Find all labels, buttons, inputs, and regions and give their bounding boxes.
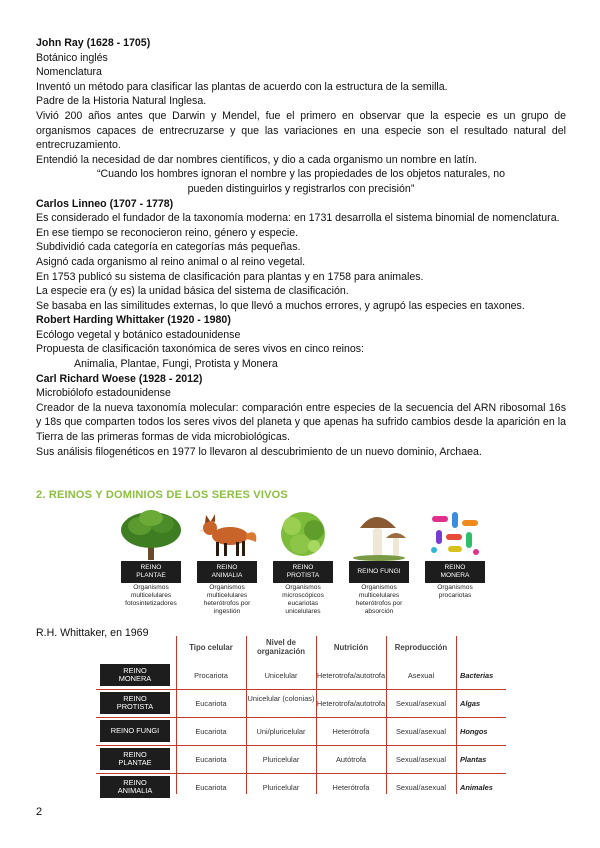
table-header: Tipo celular	[189, 643, 233, 652]
bio-line: Microbiólofo estadounidense	[36, 387, 171, 400]
table-cell: Procariota	[194, 671, 228, 680]
text-body	[36, 36, 566, 459]
bio-line: Botánico inglés	[36, 51, 108, 64]
bio-line: Creador de la nueva taxonomía molecular: comparación entre especies de la secuencia del ARN ribosomal 16s y 18s que comparten todos los seres vivos del planeta y que apenas ha sufrido cambios desde la aparición en la Tierra de las primeras formas de vida microbiológicas.	[36, 401, 566, 444]
table-cell: Heterótrofa	[332, 727, 370, 736]
table-header: Nivel de organización	[256, 638, 306, 656]
tree-picture	[118, 506, 184, 562]
table-cell: Sexual/asexual	[395, 783, 447, 792]
table-cell: Heterotrofa/autotrofa	[316, 699, 386, 708]
table-cell: Eucariota	[195, 699, 227, 708]
bio-line: Subdividió cada categoría en categorías más pequeñas.	[36, 241, 301, 254]
table-header: Reproducción	[394, 643, 448, 652]
table-row-line	[96, 689, 506, 690]
kingdom-card	[270, 506, 336, 615]
bio-line: Nomenclatura	[36, 66, 102, 79]
bio-heading: John Ray (1628 - 1705)	[36, 37, 151, 49]
table-caption: R.H. Whittaker, en 1969	[36, 627, 149, 639]
kingdoms-figure	[118, 506, 498, 616]
bio-line: En ese tiempo se reconocieron reino, género y especie.	[36, 226, 299, 239]
bio-line: “Cuando los hombres ignoran el nombre y las propiedades de los objetos naturales, no pueden distinguirlos y registrarlos con precisión”	[96, 168, 506, 195]
table-header: Nutrición	[333, 643, 369, 652]
table-cell: Autótrofa	[336, 755, 366, 764]
bio-line: La especie era (y es) la unidad básica del sistema de clasificación.	[36, 285, 349, 298]
section-title: 2. REINOS Y DOMINIOS DE LOS SERES VIVOS	[36, 489, 288, 501]
bio-line: Padre de la Historia Natural Inglesa.	[36, 95, 207, 108]
bio-line: Inventó un método para clasificar las plantas de acuerdo con la estructura de la semilla.	[36, 80, 448, 93]
kingdom-card	[194, 506, 260, 615]
bio-line: Se basaba en las similitudes externas, lo que llevó a muchos errores, y agrupó las especies en taxones.	[36, 299, 525, 312]
table-cell: Eucariota	[195, 755, 227, 764]
row-example: Bacterias	[460, 671, 494, 680]
row-example: Plantas	[460, 755, 487, 764]
table-cell: Unicelular (colonias)	[247, 694, 315, 703]
kingdom-card	[346, 506, 412, 615]
alga-picture	[270, 506, 336, 562]
table-cell: Pluricelular	[262, 783, 300, 792]
row-label: REINO ANIMALIA	[100, 776, 170, 798]
bio-line: Asignó cada organismo al reino animal o al reino vegetal.	[36, 255, 306, 268]
table-cell: Pluricelular	[262, 755, 300, 764]
table-cell: Heterotrofa/autotrofa	[316, 671, 386, 680]
table-row-line	[96, 773, 506, 774]
kingdom-card	[118, 506, 184, 610]
kingdom-label: REINO PROTISTA	[273, 561, 333, 583]
bio-line: Propuesta de clasificación taxonómica de seres vivos en cinco reinos:	[36, 343, 364, 356]
table-cell: Unicelular	[264, 671, 298, 680]
classification-table	[96, 636, 506, 798]
mushroom-picture	[346, 506, 412, 562]
table-cell: Eucariota	[195, 727, 227, 736]
kingdom-description: Organismos multicelulares heterótrofos por absorción	[355, 584, 403, 615]
row-label: REINO FUNGI	[100, 720, 170, 742]
kingdom-label: REINO ANIMALIA	[197, 561, 257, 583]
table-row-line	[96, 717, 506, 718]
table-cell: Heterótrofa	[332, 783, 370, 792]
row-example: Algas	[460, 699, 481, 708]
row-label: REINO MONERA	[100, 664, 170, 686]
row-example: Animales	[460, 783, 493, 792]
bio-heading: Robert Harding Whittaker (1920 - 1980)	[36, 314, 231, 327]
page-number: 2	[36, 806, 43, 818]
bio-line: Vivió 200 años antes que Darwin y Mendel, fue el primero en observar que la especie es un grupo de organismos capaces de entrecruzarse y que las variaciones en una especie son el resultado natural del entrecruzamiento.	[36, 109, 566, 152]
bio-line: Sus análisis filogenéticos en 1977 lo llevaron al descubrimiento de un nuevo dominio, Archaea.	[36, 445, 482, 458]
bio-heading: Carl Richard Woese (1928 - 2012)	[36, 372, 203, 385]
kingdom-description: Organismos microscópicos eucariotas unicelulares	[282, 584, 324, 615]
bio-line: Ecólogo vegetal y botánico estadounidense	[36, 328, 241, 341]
table-cell: Sexual/asexual	[395, 727, 447, 736]
fox-picture	[194, 506, 260, 562]
table-column-line	[176, 636, 177, 794]
bio-line: Entendió la necesidad de dar nombres científicos, y dio a cada organismo un nombre en latín.	[36, 153, 478, 166]
table-cell: Eucariota	[195, 783, 227, 792]
table-cell: Sexual/asexual	[395, 699, 447, 708]
row-example: Hongos	[460, 727, 488, 736]
table-cell: Asexual	[407, 671, 435, 680]
table-column-line	[456, 636, 457, 794]
bacteria-picture	[422, 506, 488, 562]
row-label: REINO PLANTAE	[100, 748, 170, 770]
table-row-line	[96, 745, 506, 746]
bio-line: Es considerado el fundador de la taxonomía moderna: en 1731 desarrolla el sistema binomial de nomenclatura.	[36, 212, 560, 225]
kingdom-card	[422, 506, 488, 610]
bio-heading: Carlos Linneo (1707 - 1778)	[36, 197, 174, 210]
table-column-line	[316, 636, 317, 794]
kingdom-label: REINO FUNGI	[349, 561, 409, 583]
table-cell: Sexual/asexual	[395, 755, 447, 764]
kingdom-label: REINO MONERA	[425, 561, 485, 583]
kingdom-description: Organismos procariotas	[437, 584, 473, 599]
kingdom-description: Organismos multicelulares fotosintetizadores	[125, 584, 177, 607]
row-label: REINO PROTISTA	[100, 692, 170, 714]
table-column-line	[386, 636, 387, 794]
table-cell: Uni/pluricelular	[256, 727, 306, 736]
bio-line: Animalia, Plantae, Fungi, Protista y Monera	[74, 358, 278, 371]
table-column-line	[246, 636, 247, 794]
kingdom-label: REINO PLANTAE	[121, 561, 181, 583]
bio-line: En 1753 publicó su sistema de clasificación para plantas y en 1758 para animales.	[36, 270, 424, 283]
kingdom-description: Organismos multicelulares heterótrofos por ingestión	[203, 584, 251, 615]
